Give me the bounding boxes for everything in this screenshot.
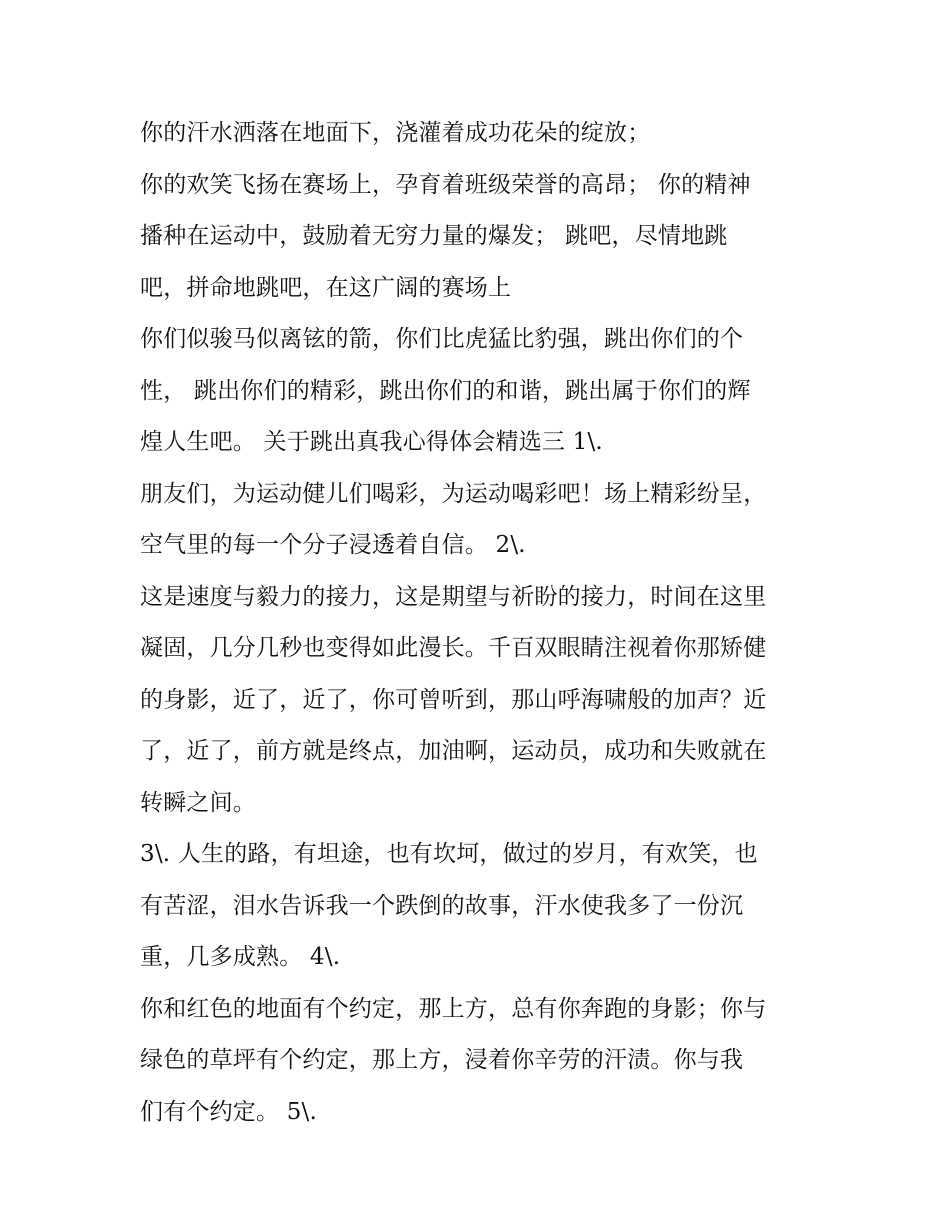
text-line: 你的欢笑飞扬在赛场上，孕育着班级荣誉的高昂； 你的精神 — [140, 171, 751, 198]
text-line: 3\. 人生的路，有坦途，也有坎坷，做过的岁月，有欢笑，也 — [140, 841, 758, 867]
text-line: 转瞬之间。 — [140, 789, 256, 816]
text-line: 空气里的每一个分子浸透着自信。 2\. — [140, 532, 526, 558]
text-line: 煌人生吧。 关于跳出真我心得体会精选三 1\. — [140, 429, 603, 455]
text-line: 绿色的草坪有个约定，那上方，浸着你辛劳的汗渍。你与我 — [140, 1047, 744, 1073]
text-line: 播种在运动中，鼓励着无穷力量的爆发； 跳吧，尽情地跳 — [140, 223, 728, 249]
text-line: 们有个约定。 5\. — [140, 1098, 318, 1125]
text-line: 性， 跳出你们的精彩，跳出你们的和谐，跳出属于你们的辉 — [140, 377, 751, 404]
text-line: 重，几多成熟。 4\. — [140, 944, 341, 970]
text-line: 凝固，几分几秒也变得如此漫长。千百双眼睛注视着你那矫健 — [140, 635, 767, 661]
text-line: 吧，拼命地跳吧，在这广阔的赛场上 — [140, 274, 512, 301]
text-line: 你们似骏马似离铉的箭，你们比虎猛比豹强，跳出你们的个 — [140, 326, 744, 352]
text-line: 你的汗水洒落在地面下，浇灌着成功花朵的绽放； — [140, 120, 651, 146]
body-text — [140, 108, 820, 1138]
text-line: 这是速度与毅力的接力，这是期望与祈盼的接力，时间在这里 — [140, 583, 767, 610]
text-line: 朋友们，为运动健儿们喝彩，为运动喝彩吧！场上精彩纷呈， — [140, 480, 767, 507]
text-line: 有苦涩，泪水告诉我一个跌倒的故事，汗水使我多了一份沉 — [140, 892, 744, 919]
text-line: 了，近了，前方就是终点，加油啊，运动员，成功和失败就在 — [140, 738, 767, 764]
text-line: 你和红色的地面有个约定，那上方，总有你奔跑的身影；你与 — [140, 995, 767, 1022]
text-line: 的身影，近了，近了，你可曾听到，那山呼海啸般的加声？近 — [140, 686, 767, 713]
